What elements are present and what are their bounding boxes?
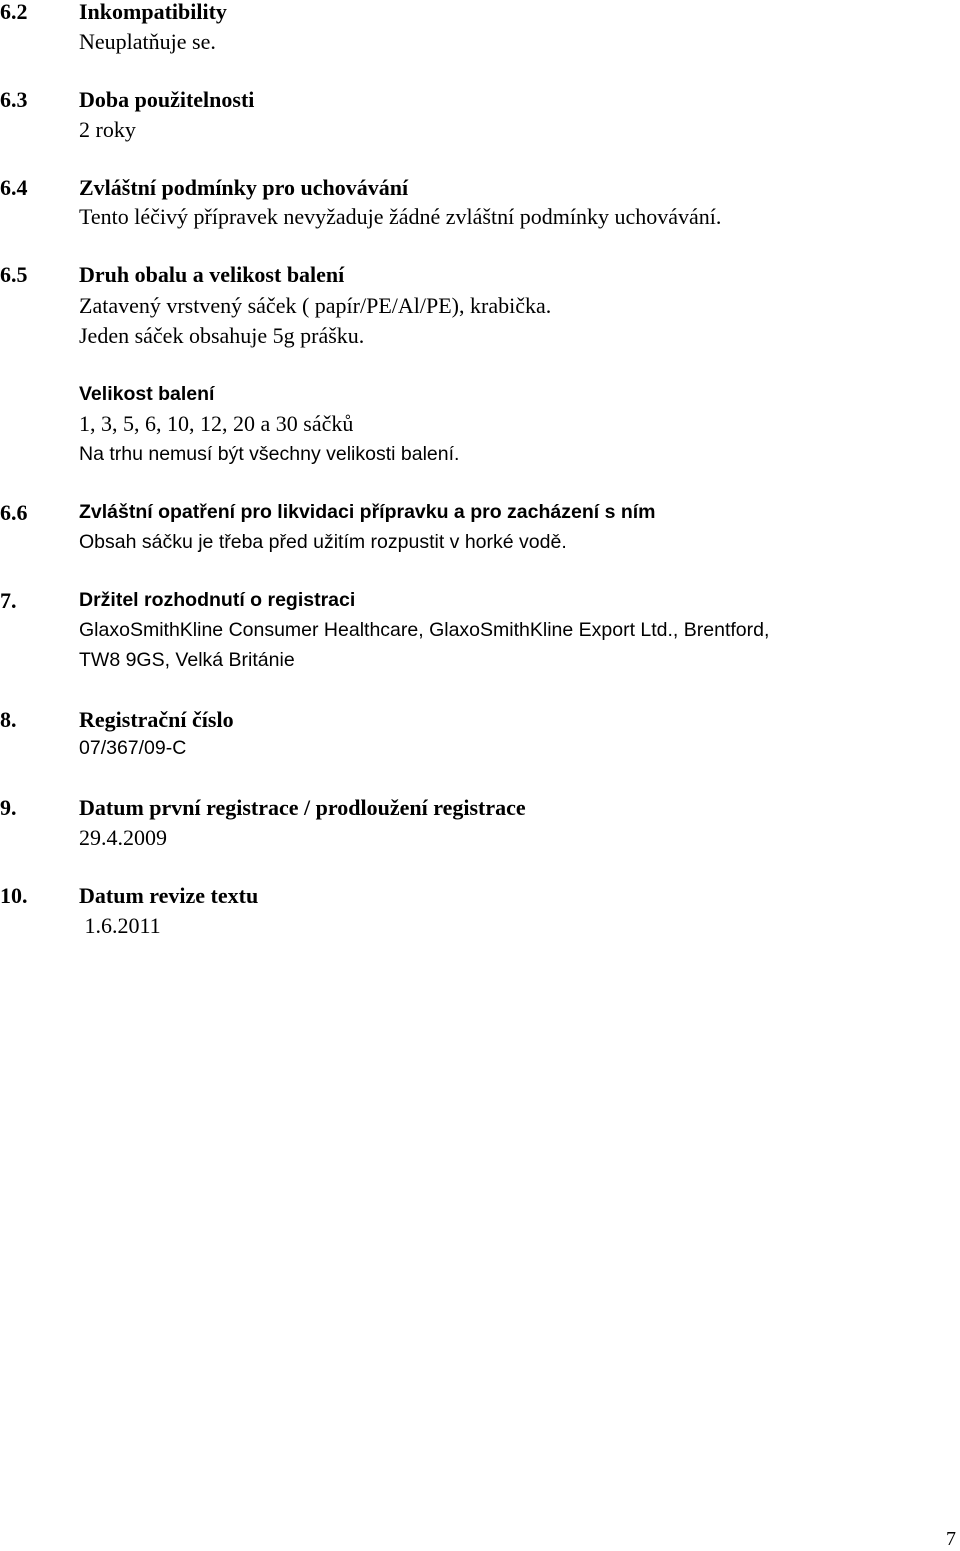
section-text-inkompatibility: Neuplatňuje se.: [79, 29, 216, 54]
section-title-doba-pouzitelnosti: Doba použitelnosti: [79, 87, 255, 112]
section-text-velikosti: 1, 3, 5, 6, 10, 12, 20 a 30 sáčků: [79, 411, 354, 436]
section-number-8: 8.: [0, 707, 17, 732]
section-title-drzitel: Držitel rozhodnutí o registraci: [79, 589, 356, 611]
section-number-6-6: 6.6: [0, 500, 28, 525]
section-text-podminky-uchovavani: Tento léčivý přípravek nevyžaduje žádné zvláštní podmínky uchovávání.: [79, 204, 722, 229]
section-text-likvidace: Obsah sáčku je třeba před užitím rozpustit v horké vodě.: [79, 531, 567, 553]
section-title-datum-registrace: Datum první registrace / prodloužení registrace: [79, 795, 526, 820]
section-title-podminky-uchovavani: Zvláštní podmínky pro uchovávání: [79, 175, 409, 200]
section-number-10: 10.: [0, 883, 28, 908]
section-title-datum-revize: Datum revize textu: [79, 883, 259, 908]
section-text-druh-obalu-2: Jeden sáček obsahuje 5g prášku.: [79, 323, 365, 348]
section-text-datum-registrace: 29.4.2009: [79, 825, 167, 850]
section-title-druh-obalu: Druh obalu a velikost balení: [79, 262, 345, 287]
section-text-trh: Na trhu nemusí být všechny velikosti balení.: [79, 443, 460, 465]
section-number-9: 9.: [0, 795, 17, 820]
section-number-6-3: 6.3: [0, 87, 28, 112]
section-text-doba-pouzitelnosti: 2 roky: [79, 117, 136, 142]
section-text-datum-revize: 1.6.2011: [79, 913, 161, 938]
section-text-registracni-cislo: 07/367/09-C: [79, 737, 187, 759]
section-number-6-4: 6.4: [0, 175, 28, 200]
section-text-drzitel-1: GlaxoSmithKline Consumer Healthcare, GlaxoSmithKline Export Ltd., Brentford,: [79, 619, 770, 641]
section-text-druh-obalu-1: Zatavený vrstvený sáček ( papír/PE/Al/PE), krabička.: [79, 293, 552, 318]
section-title-likvidace: Zvláštní opatření pro likvidaci přípravku a pro zacházení s ním: [79, 501, 656, 523]
section-number-6-5: 6.5: [0, 262, 28, 287]
section-number-7: 7.: [0, 588, 17, 613]
page-number: 7: [946, 1528, 956, 1550]
section-title-inkompatibility: Inkompatibility: [79, 0, 227, 24]
section-number-6-2: 6.2: [0, 0, 28, 24]
section-title-registracni-cislo: Registrační číslo: [79, 707, 234, 732]
section-text-drzitel-2: TW8 9GS, Velká Británie: [79, 649, 295, 671]
subheading-velikost-baleni: Velikost balení: [79, 383, 215, 405]
